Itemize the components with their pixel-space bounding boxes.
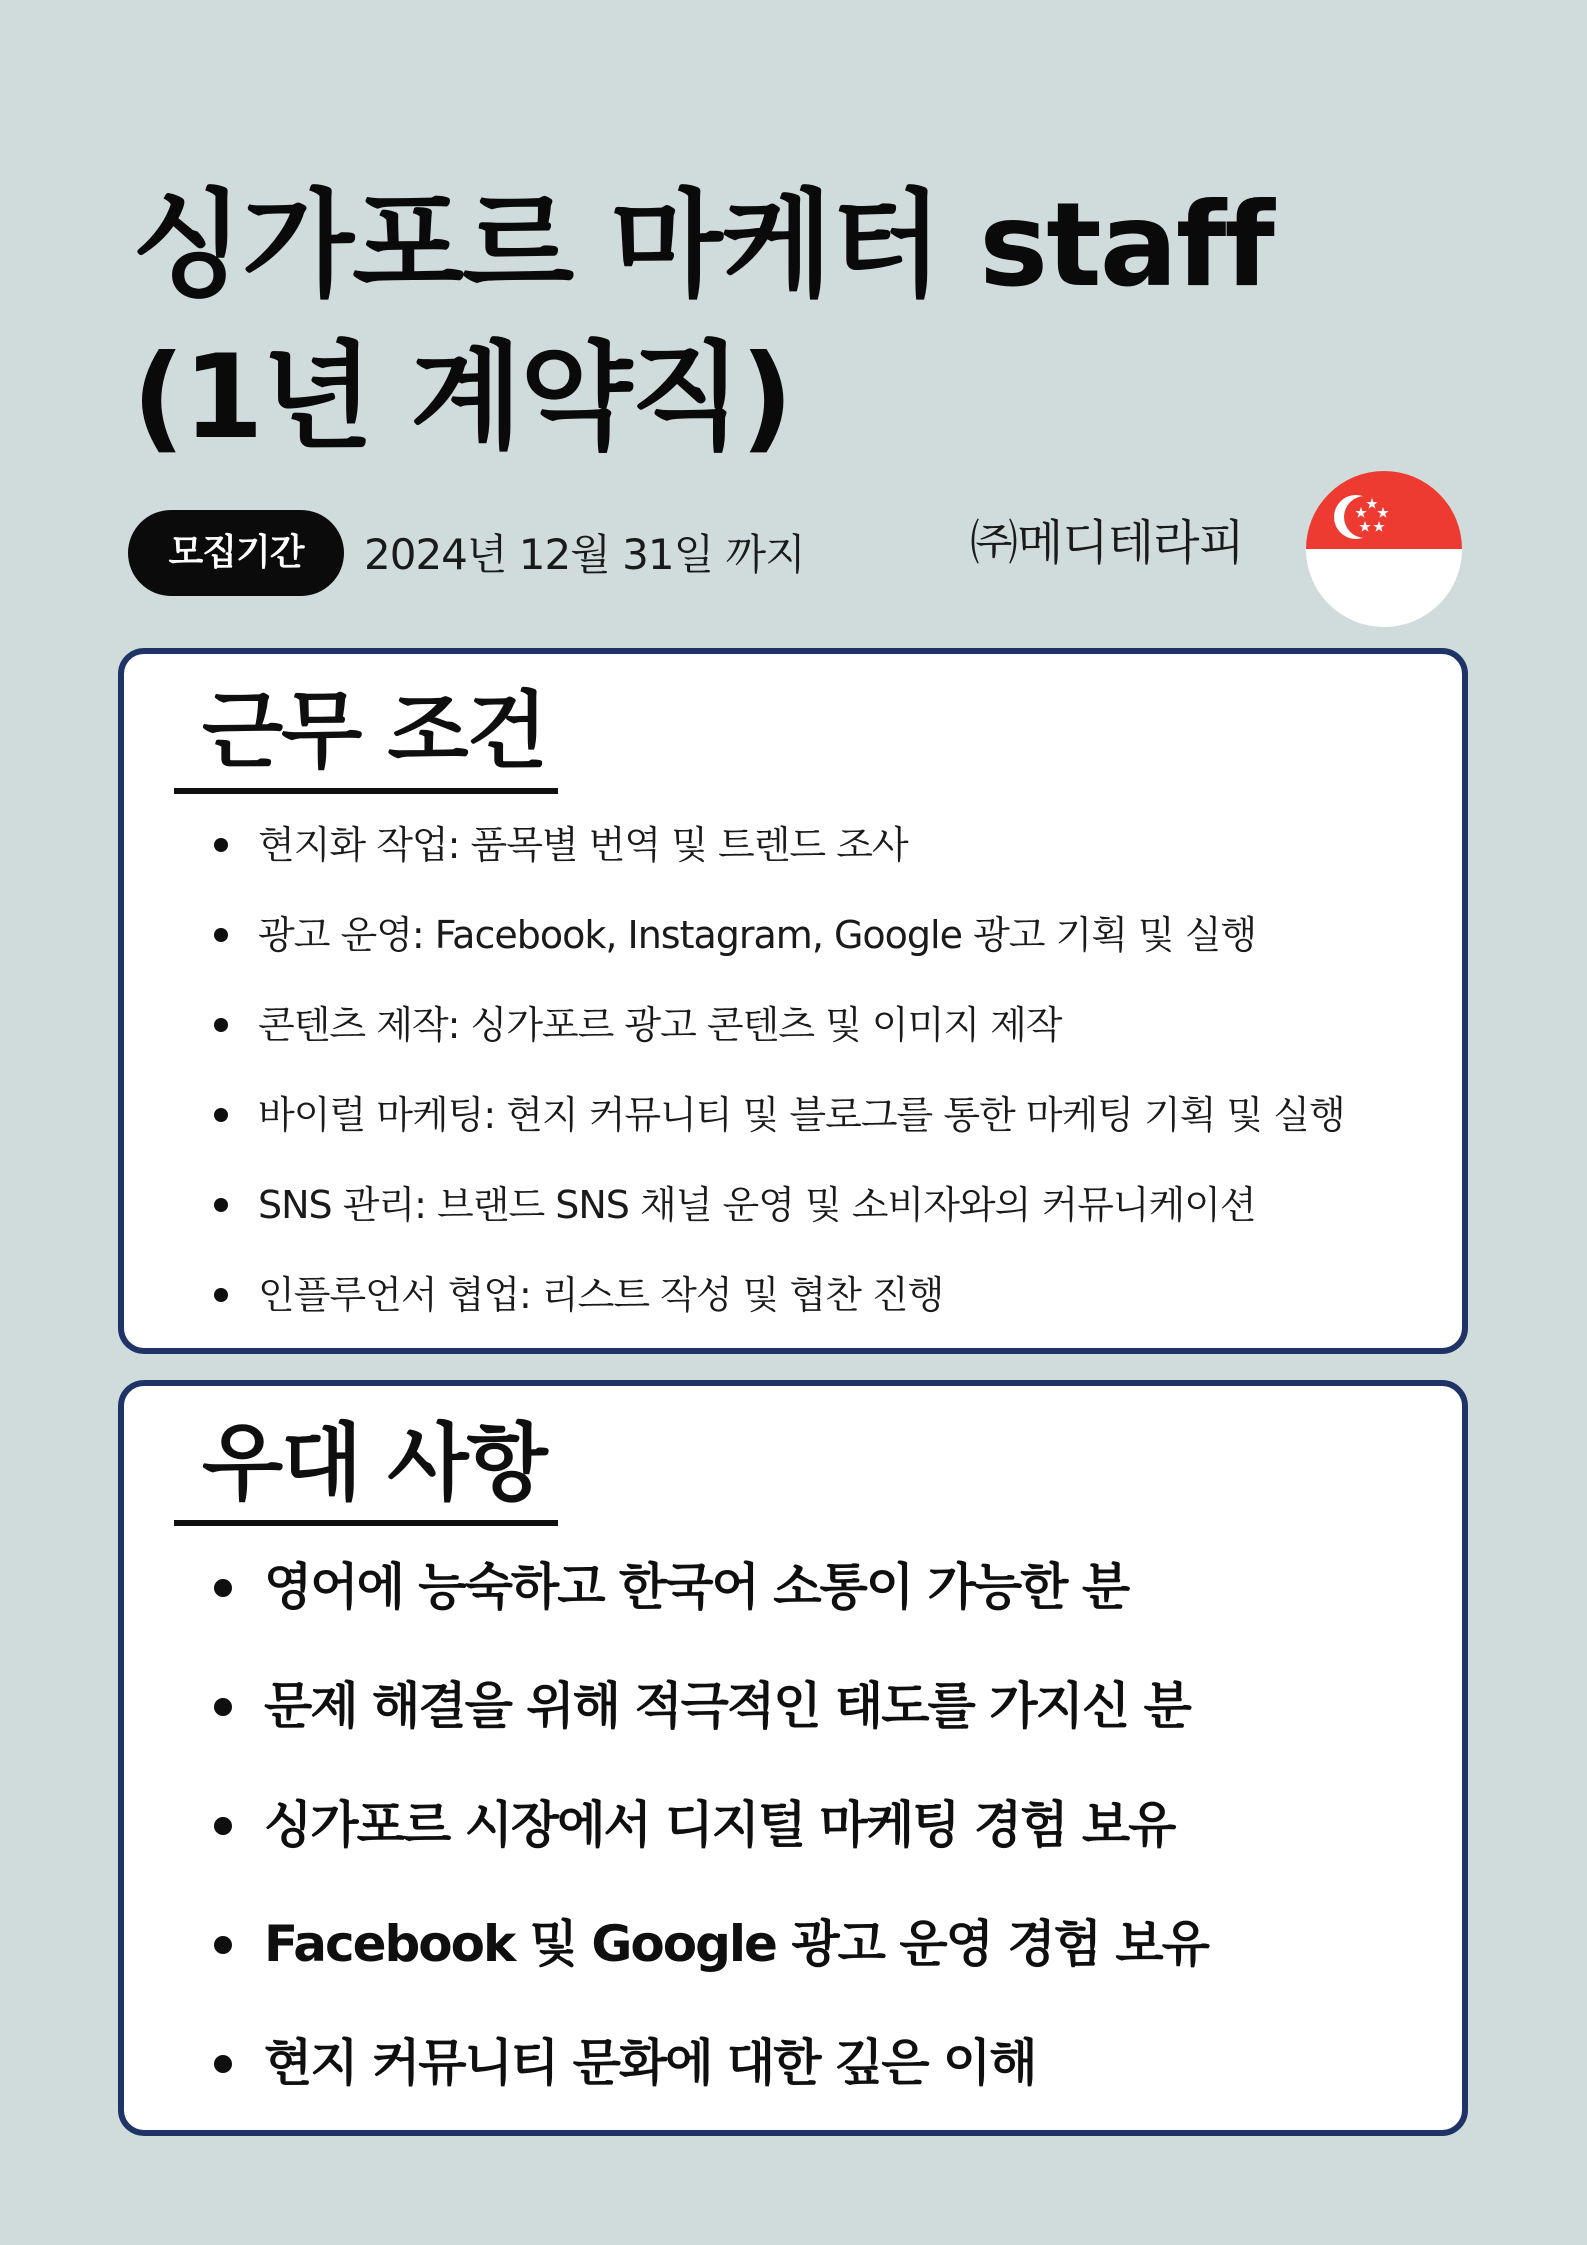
company-name: ㈜메디테라피 (970, 515, 1244, 571)
list-item: Facebook 및 Google 광고 운영 경험 보유 (214, 1885, 1208, 2004)
work-conditions-heading: 근무 조건 (202, 682, 546, 780)
list-item: 현지화 작업: 품목별 번역 및 트렌드 조사 (214, 800, 1345, 890)
list-item: SNS 관리: 브랜드 SNS 채널 운영 및 소비자와의 커뮤니케이션 (214, 1160, 1345, 1250)
page-title (132, 170, 1432, 474)
list-item: 현지 커뮤니티 문화에 대한 깊은 이해 (214, 2004, 1208, 2123)
preferences-heading: 우대 사항 (202, 1414, 546, 1512)
work-conditions-list (214, 800, 1345, 1340)
preferences-underline (174, 1520, 558, 1526)
work-conditions-underline (174, 788, 558, 794)
list-item: 광고 운영: Facebook, Instagram, Google 광고 기획 및 실행 (214, 890, 1345, 980)
singapore-flag-icon (1306, 471, 1462, 627)
page-title-line-1: 싱가포르 마케터 staff (132, 178, 1273, 313)
list-item: 영어에 능숙하고 한국어 소통이 가능한 분 (214, 1528, 1208, 1647)
list-item: 싱가포르 시장에서 디지털 마케팅 경험 보유 (214, 1766, 1208, 1885)
preferences-list (214, 1528, 1208, 2123)
work-conditions-card (118, 648, 1468, 1354)
list-item: 콘텐츠 제작: 싱가포르 광고 콘텐츠 및 이미지 제작 (214, 980, 1345, 1070)
list-item: 문제 해결을 위해 적극적인 태도를 가지신 분 (214, 1647, 1208, 1766)
recruitment-period-badge: 모집기간 (128, 510, 344, 596)
list-item: 인플루언서 협업: 리스트 작성 및 협찬 진행 (214, 1250, 1345, 1340)
page-title-line-2: (1년 계약직) (132, 330, 792, 465)
recruitment-period-text: 2024년 12월 31일 까지 (364, 530, 805, 579)
preferences-card (118, 1380, 1468, 2136)
list-item: 바이럴 마케팅: 현지 커뮤니티 및 블로그를 통한 마케팅 기획 및 실행 (214, 1070, 1345, 1160)
